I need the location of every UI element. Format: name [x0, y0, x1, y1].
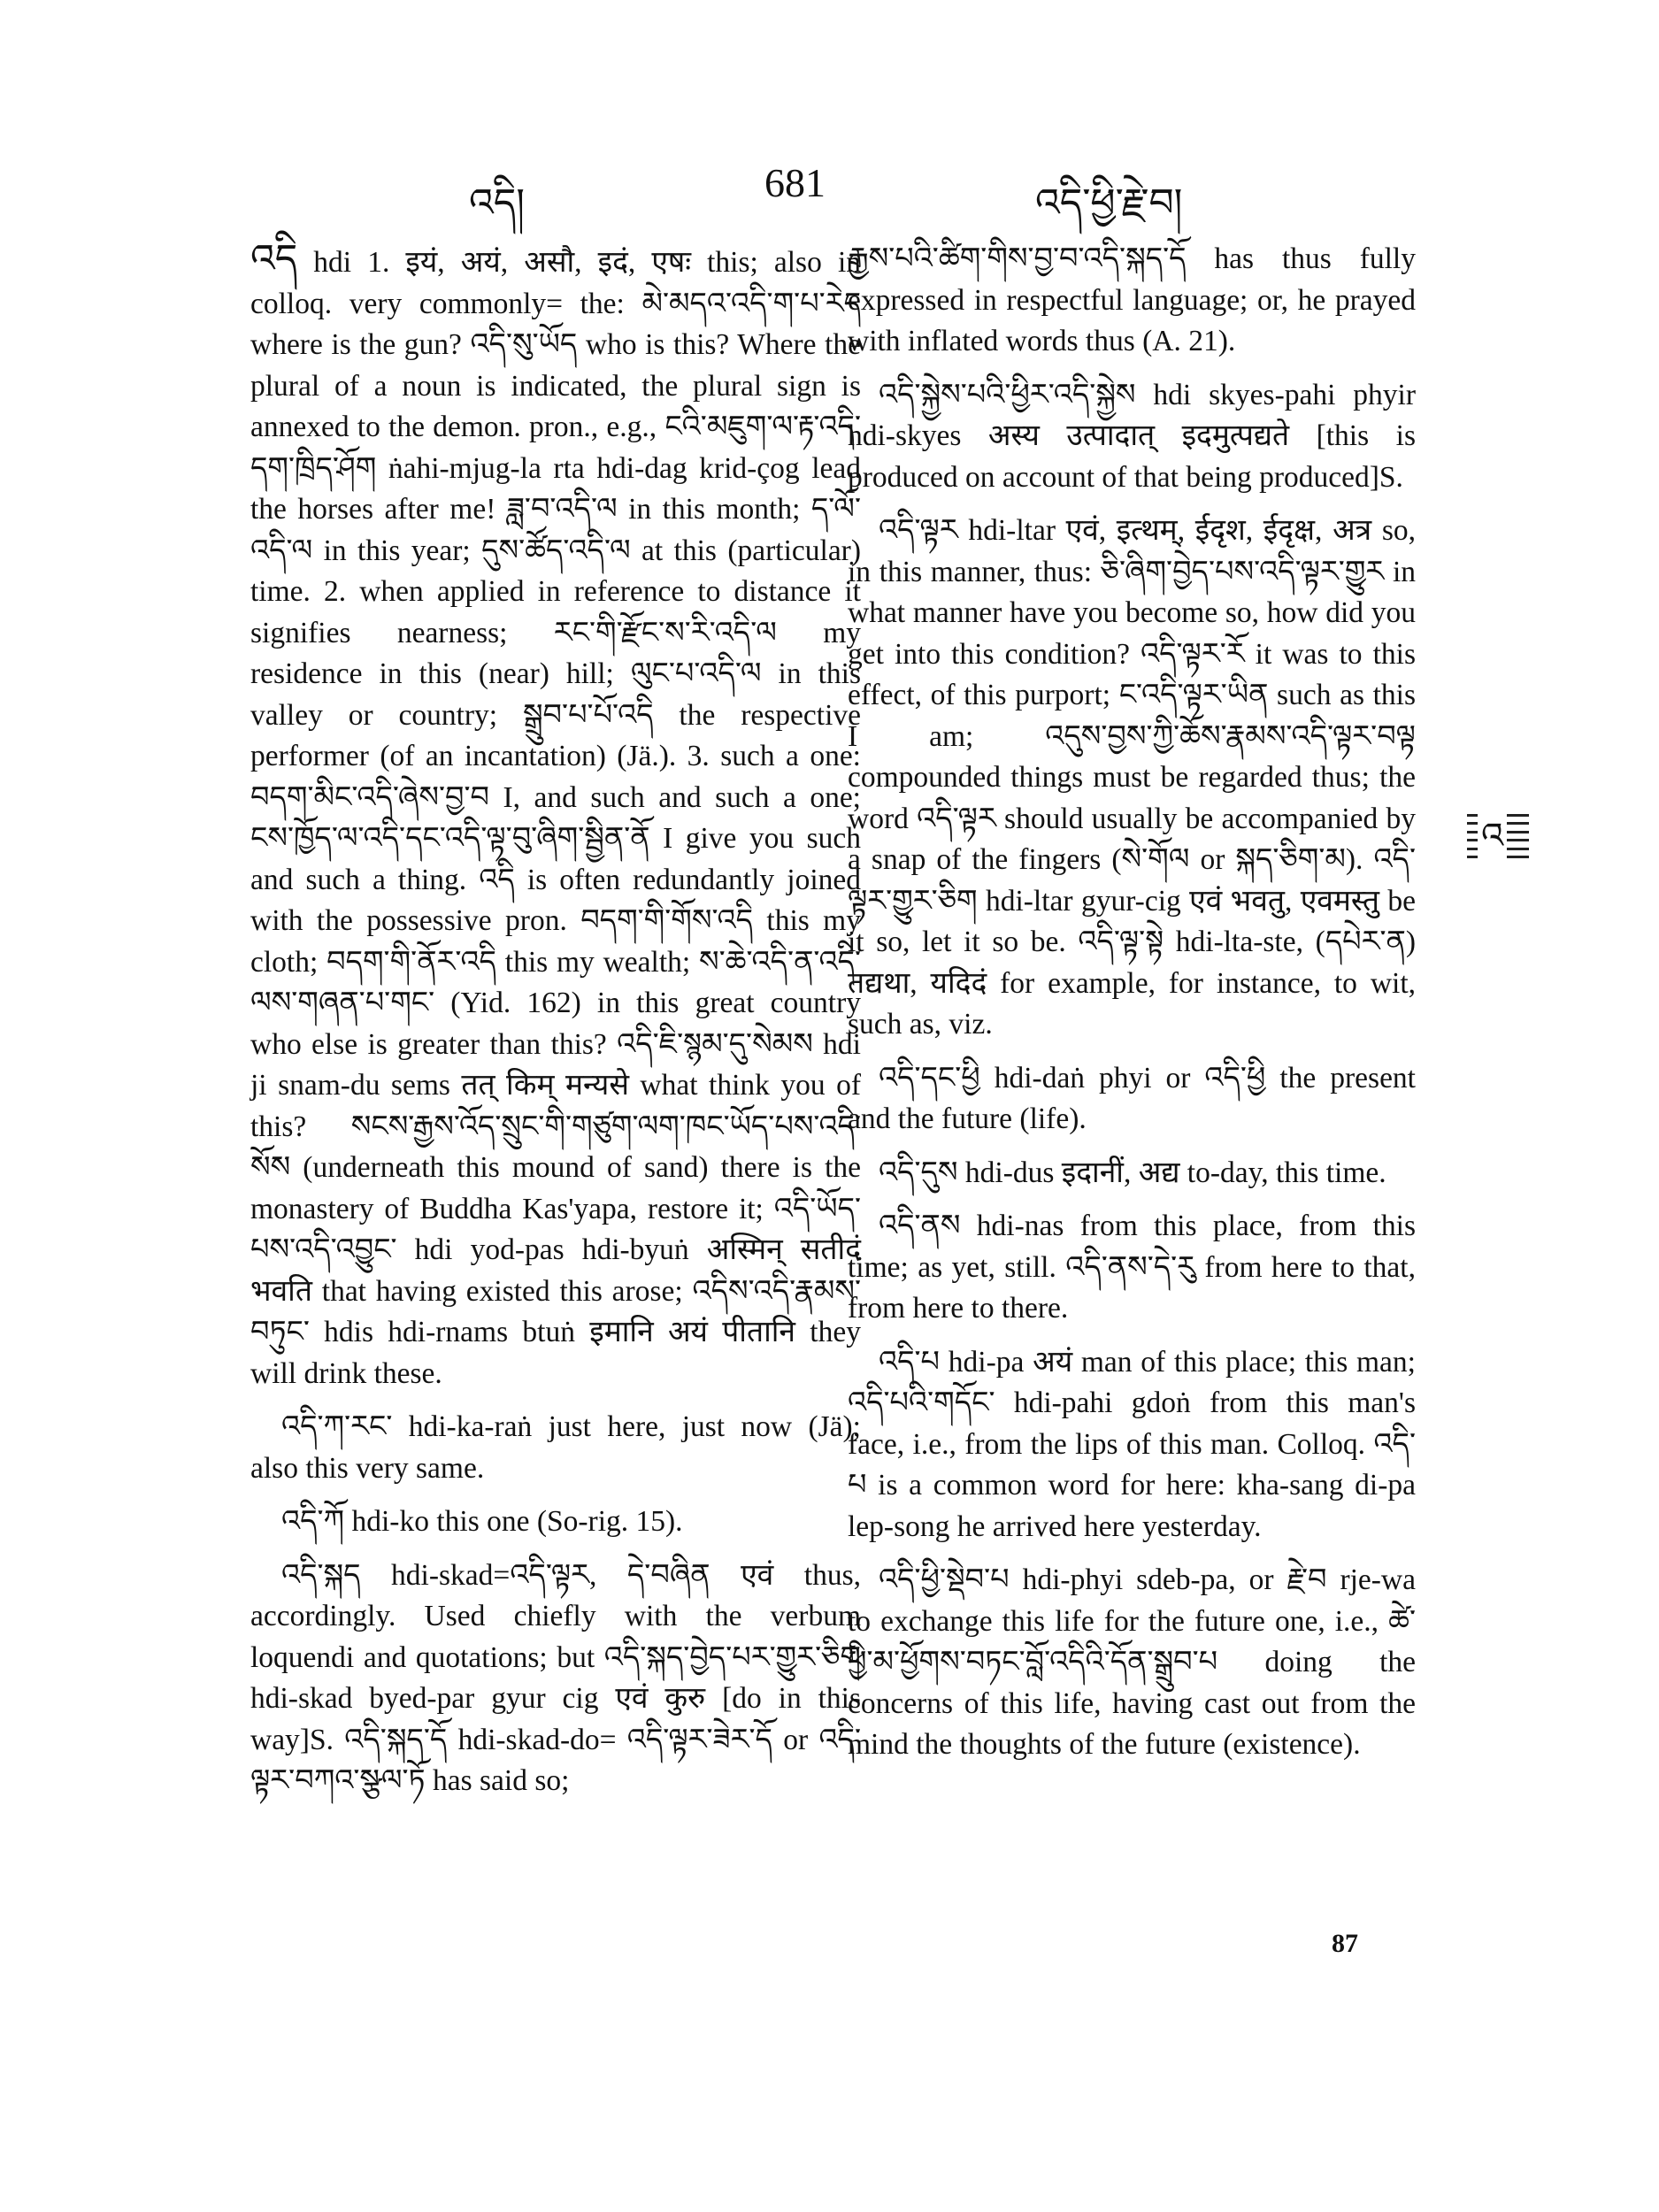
entry-hdi-dus	[848, 1153, 1416, 1194]
entry-hdi-ltar	[848, 511, 1416, 1046]
entry-text: འདི་ནས hdi-nas from this place, from this time; as yet, still. འདི་ནས་དེ་རུ from here to that, from here to there.	[848, 1210, 1416, 1325]
entry-text: འདི་ཕྱི་སྡེབ་པ hdi-phyi sdeb-pa, or རྗེ་བ rje-wa to exchange this life for the future one, i.e., ཚེ་ཕྱི་མ་ཕྱོགས་བཏང་བློ་འདིའི་དོན་སྒྲུབ་པ doing the concerns of this life, having cast out from the mind the thoughts of the future (existence).	[848, 1563, 1416, 1761]
entry-continuation	[848, 239, 1416, 363]
headword: འདི	[250, 237, 298, 280]
entry-hdi-skyes	[848, 375, 1416, 499]
signature-mark: 87	[1332, 1929, 1358, 1958]
right-column	[848, 239, 1416, 1778]
entry-text: འདི་སྐྱེས་པའི་ཕྱིར་འདི་སྐྱེས hdi skyes-pahi phyir hdi-skyes अस्य उत्पादात् इदमुत्पद्यते [this is produced on account of that being produced]S.	[848, 378, 1416, 494]
entry-hdi-ka-ran	[250, 1407, 861, 1489]
left-guide-word: འདི།	[469, 181, 525, 225]
right-guide-word: འདི་ཕྱི་རྗེ་བ།	[1035, 181, 1183, 225]
entry-text: འདི་ལྟར hdi-ltar एवं, इत्थम्, ईदृश, ईदृक्ष, अत्र so, in this manner, thus: ཅི་ཞིག་བྱེད་པས་འདི་ལྟར་གྱུར in what manner have you become so, how did you get into this condition? འདི་ལྟར་རོ it was to this effect, of this purport; ང་འདི་ལྟར་ཡིན such as this I am; འདུས་བྱས་ཀྱི་ཆོས་རྣམས་འདི་ལྟར་བལྟ compounded things must be regarded thus; the word འདི་ལྟར should usually be accompanied by a snap of the fingers (སེ་གོལ or སྐད་ཅིག་མ). འདི་ལྟར་གྱུར་ཅིག hdi-ltar gyur-cig एवं भवतु, एवमस्तु be it so, let it so be. འདི་ལྟ་སྟེ hdi-lta-ste, (དཔེར་ན) तद्यथा, यदिदं for example, for instance, to wit, such as, viz.	[848, 514, 1416, 1041]
entry-hdi-pa	[848, 1342, 1416, 1548]
entry-hdi-ko	[250, 1502, 861, 1543]
left-column	[250, 239, 861, 1815]
page-number: 681	[764, 160, 826, 205]
entry-hdi	[250, 239, 861, 1394]
entry-text: འདི་དང་ཕྱི hdi-daṅ phyi or འདི་ཕྱི the present and the future (life).	[848, 1061, 1416, 1135]
entry-text: འདི་ཀོ hdi-ko this one (So-rig. 15).	[281, 1505, 683, 1538]
entry-text: འདི་དུས hdi-dus इदानीं, अद्य to-day, this time.	[879, 1156, 1386, 1189]
page-header	[0, 159, 1659, 225]
thumb-index-tab	[1467, 814, 1529, 858]
entry-hdi-dan-phyi	[848, 1058, 1416, 1141]
entry-hdi-nas	[848, 1206, 1416, 1330]
entry-text: hdi 1. इयं, अयं, असौ, इदं, एषः this; also in colloq. very commonly= the: མེ་མདའ་འདི་ག་པ་རེད where is the gun? འདི་སུ་ཡོད who is this? Where the plural of a noun is indicated, the plural sign is annexed to the demon. pron., e.g., ངའི་མཇུག་ལ་རྟ་འདི་དག་ཁྲིད་ཤོག ṅahi-mjug-la rta hdi-dag krid-çog lead the horses after me! ཟླ་བ་འདི་ལ in this month; ད་ལོ་འདི་ལ in this year; དུས་ཚོད་འདི་ལ at this (particular) time. 2. when applied in reference to distance it signifies nearness; རང་གི་རྫོང་ས་རི་འདི་ལ my residence in this (near) hill; ལུང་པ་འདི་ལ in this valley or country; སྒྲུབ་པ་པོ་འདི the respective performer (of an incantation) (Jä.). 3. such a one: བདག་མིང་འདི་ཞེས་བྱ་བ I, and such and such a one; ངས་ཁྱོད་ལ་འདི་དང་འདི་ལྟ་བུ་ཞིག་སྦྱིན་ནོ I give you such and such a thing. འདི is often redundantly joined with the possessive pron. བདག་གི་གོས་འདི this my cloth; བདག་གི་ནོར་འདི this my wealth; ས་ཆེ་འདི་ན་འདི་ལས་གཞན་པ་གང་ (Yid. 162) in this great country who else is greater than this? འདི་ཇི་སྙམ་དུ་སེམས hdi ji snam-du sems तत् किम् मन्यसे what think you of this? སངས་རྒྱས་འོད་སྲུང་གི་གཙུག་ལག་ཁང་ཡོད་པས་འདི་སོས (underneath this mound of sand) there is the monastery of Buddha Kas'yapa, restore it; འདི་ཡོད་པས་འདི་འབྱུང་ hdi yod-pas hdi-byuṅ अस्मिन् सतीदं भवति that having existed this arose; འདིས་འདི་རྣམས་བཏུང་ hdis hdi-rnams btuṅ इमानि अयं पीतानि they will drink these.	[250, 246, 861, 1390]
entry-text: འདི་ཀ་རང་ hdi-ka-raṅ just here, just now (Jä); also this very same.	[250, 1410, 861, 1485]
entry-text: འདི་སྐད hdi-skad=འདི་ལྟར, དེ་བཞིན एवं thus, accordingly. Used chiefly with the verbum loquendi and quotations; but འདི་སྐད་བྱེད་པར་གྱུར་ཅིག hdi-skad byed-par gyur cig एवं कुरु [do in this way]S. འདི་སྐད་དོ hdi-skad-do= འདི་ལྟར་ཟེར་དོ or འདི་ལྟར་བཀའ་སྩལ་ཏོ has said so;	[250, 1558, 861, 1797]
entry-hdi-phyi-sdeb-pa	[848, 1560, 1416, 1766]
thumb-index-letter: འ	[1478, 814, 1507, 858]
entry-hdi-skad	[250, 1555, 861, 1802]
entry-text: འདི་པ hdi-pa अयं man of this place; this man; འདི་པའི་གདོང་ hdi-pahi gdoṅ from this man's face, i.e., from the lips of this man. Colloq. འདི་པ is a common word for here: kha-sang di-pa lep-song he arrived here yesterday.	[848, 1345, 1416, 1543]
entry-text: རྒྱས་པའི་ཚིག་གིས་བྱ་བ་འདི་སྐད་དོ has thus fully expressed in respectful language; or, he prayed with inflated words thus (A. 21).	[848, 242, 1416, 357]
